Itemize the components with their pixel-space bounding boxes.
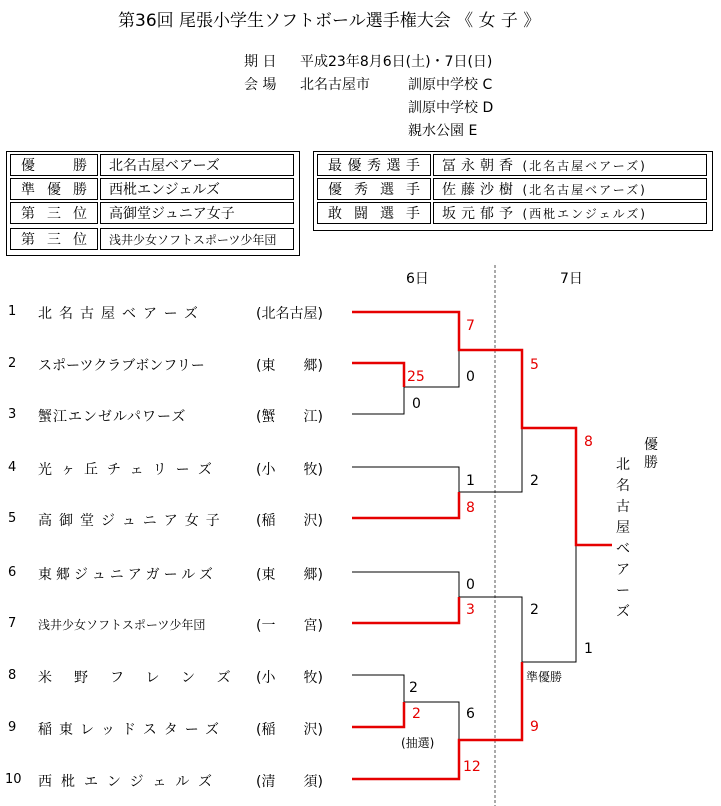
- score-sfa-top: 5: [530, 357, 539, 373]
- score-r2b-bot: 8: [466, 500, 475, 516]
- team-no-8: 8: [8, 668, 17, 683]
- champion-name: 北名古屋ベアーズ: [616, 457, 630, 620]
- score-r2b-top: 1: [466, 473, 475, 489]
- team-name-6: 東郷ジュニアガールズ: [38, 567, 217, 583]
- award-name-2: 佐藤沙樹: [442, 182, 518, 198]
- team-area-9: (稲 沢): [256, 722, 323, 738]
- runner-up-label: 準優勝: [526, 670, 563, 684]
- line-team2: [352, 363, 404, 387]
- team-name-1: 北名古屋ベアーズ: [38, 306, 205, 322]
- award-label-1: 最優秀選手: [317, 154, 431, 176]
- day1-header: 6日: [406, 271, 429, 287]
- score-sfb-top: 2: [530, 602, 539, 618]
- venue-label: 会 場: [244, 77, 277, 93]
- score-r2d-top: 6: [466, 706, 475, 722]
- venue-city: 北名古屋市: [300, 77, 370, 93]
- team-no-2: 2: [8, 356, 17, 371]
- team-area-6: (東 郷): [256, 567, 323, 583]
- date-label: 期 日: [244, 54, 277, 70]
- venue-3: 親水公園 E: [408, 123, 478, 139]
- team-name-3: 蟹江エンゼルパワーズ: [38, 409, 187, 425]
- result-label-1: 優 勝: [10, 154, 98, 176]
- award-label-2: 優秀選手: [317, 178, 431, 200]
- result-value-2: 西枇エンジェルズ: [100, 178, 294, 200]
- score-r1a-top: 25: [407, 369, 425, 385]
- award-team-3: (西枇エンジェルズ): [522, 207, 647, 221]
- score-final-top: 8: [584, 434, 593, 450]
- score-r2c-top: 0: [466, 577, 475, 593]
- team-area-5: (稲 沢): [256, 513, 323, 529]
- team-area-8: (小 牧): [256, 670, 323, 686]
- score-r2a-bot: 0: [466, 369, 475, 385]
- award-label-3: 敢闘選手: [317, 202, 431, 224]
- result-label-3: 第三位: [10, 202, 98, 224]
- team-area-4: (小 牧): [256, 462, 323, 478]
- result-value-1: 北名古屋ベアーズ: [100, 154, 294, 176]
- team-area-2: (東 郷): [256, 358, 323, 374]
- line-team10: [352, 662, 522, 779]
- score-final-bot: 1: [584, 641, 593, 657]
- champion-label: 優勝: [644, 437, 658, 471]
- line-team1: [352, 312, 612, 545]
- team-name-10: 西枇エンジェルズ: [38, 774, 221, 790]
- team-name-7: 浅井少女ソフトスポーツ少年団: [38, 618, 206, 632]
- team-area-1: (北名古屋): [256, 306, 323, 322]
- line-team9: [352, 702, 404, 727]
- line-team7: [352, 597, 459, 623]
- team-no-10: 10: [5, 772, 22, 787]
- score-sfb-bot: 9: [530, 719, 539, 735]
- award-team-2: (北名古屋ベアーズ): [522, 183, 647, 197]
- result-value-4: 浅井少女ソフトスポーツ少年団: [100, 228, 294, 250]
- score-r2d-bot: 12: [463, 759, 481, 775]
- team-area-7: (一 宮): [256, 618, 323, 634]
- score-r1b-bot: 2: [412, 706, 421, 722]
- team-name-2: スポーツクラブボンフリー: [38, 358, 205, 374]
- team-no-1: 1: [8, 304, 17, 319]
- score-r2c-bot: 3: [466, 602, 475, 618]
- page-title: 第36回 尾張小学生ソフトボール選手権大会 《 女 子 》: [118, 11, 541, 31]
- result-label-4: 第三位: [10, 228, 98, 250]
- team-no-6: 6: [8, 565, 17, 580]
- result-value-3: 高御堂ジュニア女子: [100, 202, 294, 224]
- team-no-5: 5: [8, 511, 17, 526]
- team-name-5: 高御堂ジュニア女子: [38, 513, 227, 529]
- line-team4: [352, 467, 459, 492]
- team-no-3: 3: [8, 407, 17, 422]
- team-name-8: 米野フレンズ: [38, 670, 253, 686]
- team-area-3: (蟹 江): [256, 409, 323, 425]
- line-team5: [352, 492, 459, 518]
- line-team8: [352, 675, 404, 702]
- team-no-4: 4: [8, 460, 17, 475]
- team-no-9: 9: [8, 720, 17, 735]
- line-team3: [352, 387, 404, 414]
- team-name-9: 稲東レッドスターズ: [38, 722, 227, 738]
- score-r2a-top: 7: [466, 318, 475, 334]
- date-value: 平成23年8月6日(土)・7日(日): [300, 54, 493, 70]
- tiebreak-note: (抽選): [401, 736, 435, 750]
- venue-2: 訓原中学校 D: [408, 100, 494, 116]
- team-area-10: (清 須): [256, 774, 323, 790]
- score-sfa-bot: 2: [530, 473, 539, 489]
- team-no-7: 7: [8, 616, 17, 631]
- award-name-3: 坂元郁予: [442, 206, 518, 222]
- award-name-1: 冨永朝香: [442, 158, 518, 174]
- result-label-2: 準優勝: [10, 178, 98, 200]
- venue-1: 訓原中学校 C: [408, 77, 493, 93]
- line-team6: [352, 572, 459, 597]
- team-name-4: 光ヶ丘チェリーズ: [38, 462, 221, 478]
- score-r1a-bot: 0: [412, 396, 421, 412]
- day2-header: 7日: [560, 271, 583, 287]
- award-team-1: (北名古屋ベアーズ): [522, 159, 647, 173]
- score-r1b-top: 2: [409, 680, 418, 696]
